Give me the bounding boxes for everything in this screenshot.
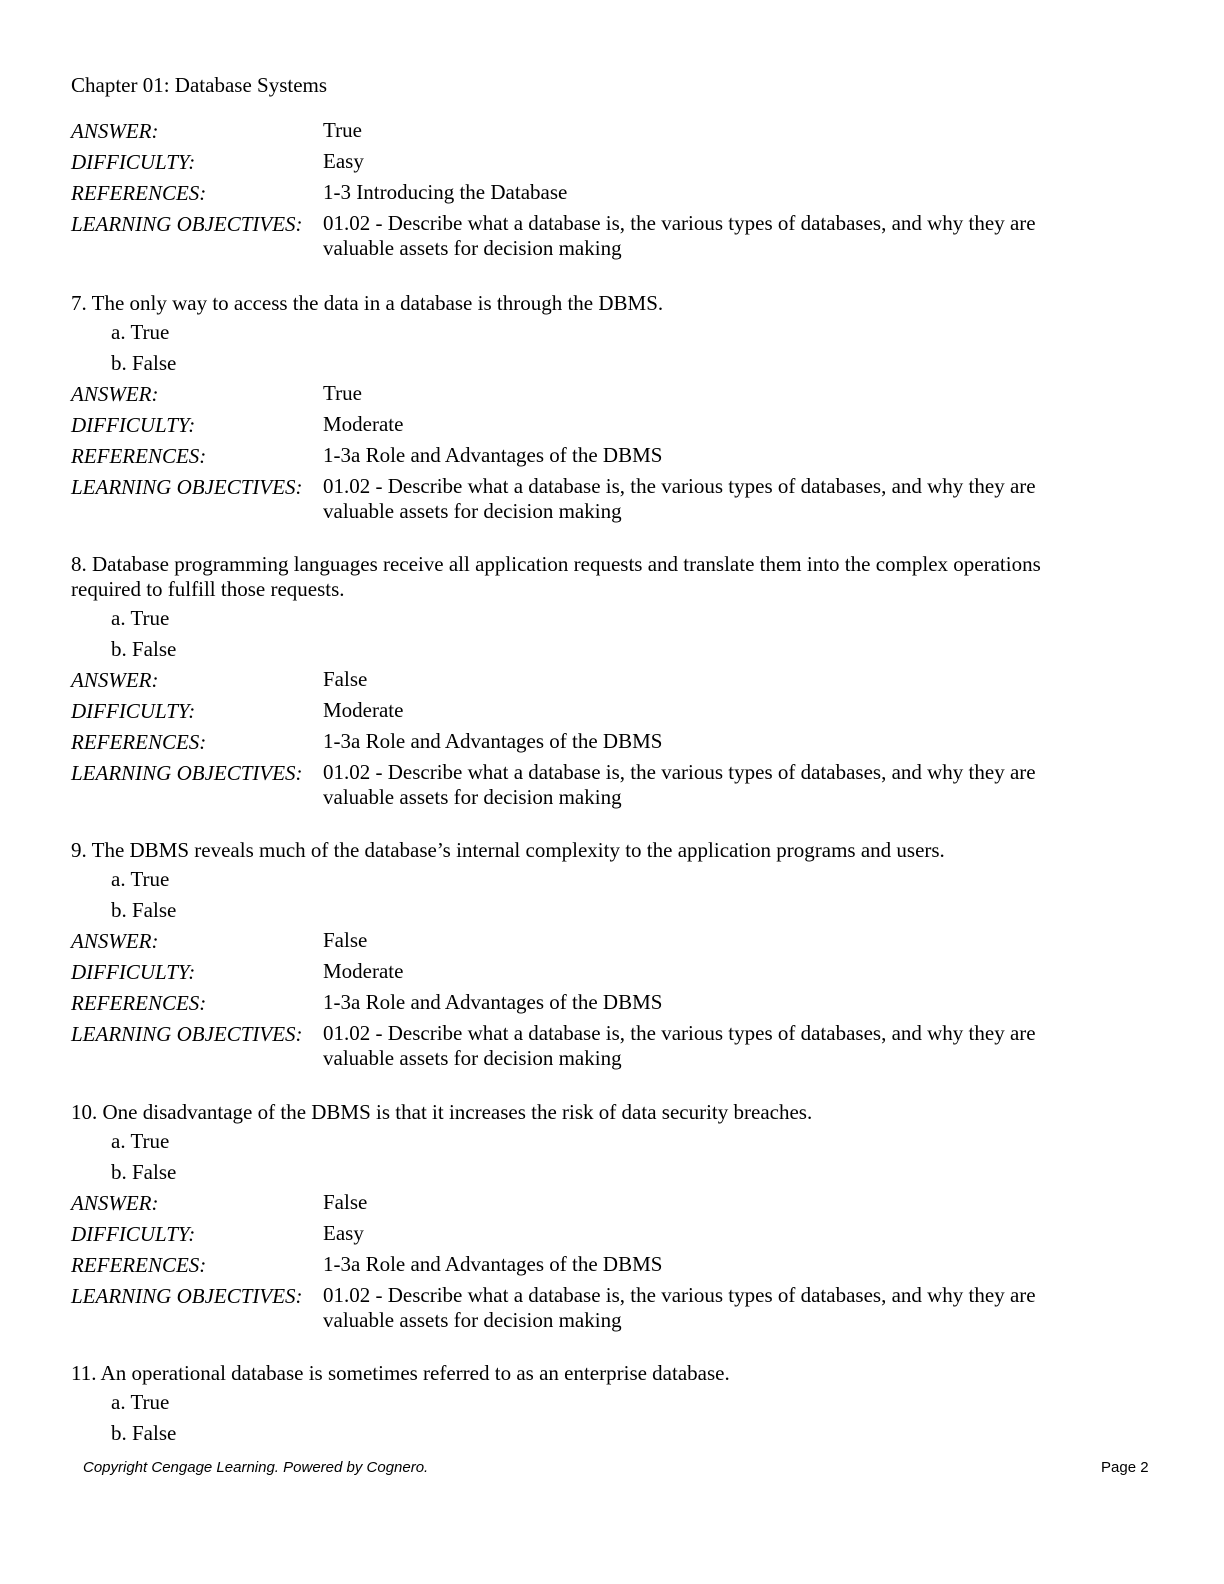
answer-label: ANSWER: [71,668,159,692]
footer-copyright: Copyright Cengage Learning. Powered by Cognero. [83,1459,429,1476]
difficulty-row [71,698,1081,729]
references-value: 1-3a Role and Advantages of the DBMS [323,1252,663,1276]
option-b: b. False [111,637,177,661]
page-title: Chapter 01: Database Systems [71,73,328,97]
question-text: 7. The only way to access the data in a database is through the DBMS. [71,291,664,315]
option-b: b. False [111,898,177,922]
question-9 [71,838,1081,1076]
option-a: a. True [111,867,170,891]
answer-value: True [323,381,362,405]
difficulty-label: DIFFICULTY: [71,413,196,437]
question-text: 9. The DBMS reveals much of the database’s internal complexity to the application programs and users. [71,838,945,862]
option-a: a. True [111,606,170,630]
references-label: REFERENCES: [71,991,207,1015]
difficulty-value: Moderate [323,959,404,983]
objectives-value: 01.02 - Describe what a database is, the various types of databases, and why they are valuable assets for decision making [323,1283,1036,1332]
answer-row [71,667,1081,698]
question-text: 10. One disadvantage of the DBMS is that it increases the risk of data security breaches. [71,1100,813,1124]
answer-row [71,381,1081,412]
objectives-label: LEARNING OBJECTIVES: [71,761,303,785]
objectives-row [71,211,1081,266]
difficulty-label: DIFFICULTY: [71,699,196,723]
option-b: b. False [111,1421,177,1445]
objectives-row [71,474,1081,529]
objectives-row [71,760,1081,815]
objectives-label: LEARNING OBJECTIVES: [71,1284,303,1308]
option-a: a. True [111,320,170,344]
references-row [71,180,1081,211]
difficulty-label: DIFFICULTY: [71,150,196,174]
references-label: REFERENCES: [71,1253,207,1277]
objectives-label: LEARNING OBJECTIVES: [71,475,303,499]
objectives-value: 01.02 - Describe what a database is, the various types of databases, and why they are valuable assets for decision making [323,1021,1036,1070]
difficulty-value: Easy [323,1221,364,1245]
objectives-value: 01.02 - Describe what a database is, the various types of databases, and why they are valuable assets for decision making [323,474,1036,523]
question-text: 11. An operational database is sometimes referred to as an enterprise database. [71,1361,730,1385]
question-8 [71,552,1081,815]
option-b: b. False [111,351,177,375]
question-meta-previous [71,118,1081,266]
references-value: 1-3a Role and Advantages of the DBMS [323,990,663,1014]
objectives-label: LEARNING OBJECTIVES: [71,212,303,236]
difficulty-label: DIFFICULTY: [71,960,196,984]
answer-label: ANSWER: [71,382,159,406]
difficulty-value: Moderate [323,412,404,436]
objectives-value: 01.02 - Describe what a database is, the various types of databases, and why they are valuable assets for decision making [323,211,1036,260]
difficulty-row [71,149,1081,180]
references-row [71,443,1081,474]
option-a: a. True [111,1129,170,1153]
references-label: REFERENCES: [71,730,207,754]
references-row [71,1252,1081,1283]
references-label: REFERENCES: [71,181,207,205]
difficulty-row [71,1221,1081,1252]
answer-row [71,1190,1081,1221]
question-7 [71,291,1081,529]
answer-value: False [323,667,368,691]
answer-label: ANSWER: [71,929,159,953]
answer-label: ANSWER: [71,119,159,143]
answer-label: ANSWER: [71,1191,159,1215]
answer-value: True [323,118,362,142]
page-number: Page 2 [1101,1459,1149,1476]
question-text: 8. Database programming languages receive all application requests and translate them into the complex operations required to fulfill those requests. [71,552,1041,601]
difficulty-row [71,959,1081,990]
objectives-value: 01.02 - Describe what a database is, the various types of databases, and why they are valuable assets for decision making [323,760,1036,809]
answer-row [71,928,1081,959]
references-row [71,729,1081,760]
objectives-row [71,1283,1081,1338]
answer-value: False [323,1190,368,1214]
difficulty-label: DIFFICULTY: [71,1222,196,1246]
references-value: 1-3 Introducing the Database [323,180,568,204]
question-11 [71,1361,1081,1451]
option-a: a. True [111,1390,170,1414]
objectives-label: LEARNING OBJECTIVES: [71,1022,303,1046]
answer-value: False [323,928,368,952]
question-10 [71,1100,1081,1338]
references-value: 1-3a Role and Advantages of the DBMS [323,443,663,467]
difficulty-value: Moderate [323,698,404,722]
references-row [71,990,1081,1021]
references-label: REFERENCES: [71,444,207,468]
references-value: 1-3a Role and Advantages of the DBMS [323,729,663,753]
objectives-row [71,1021,1081,1076]
difficulty-value: Easy [323,149,364,173]
answer-row [71,118,1081,149]
difficulty-row [71,412,1081,443]
option-b: b. False [111,1160,177,1184]
